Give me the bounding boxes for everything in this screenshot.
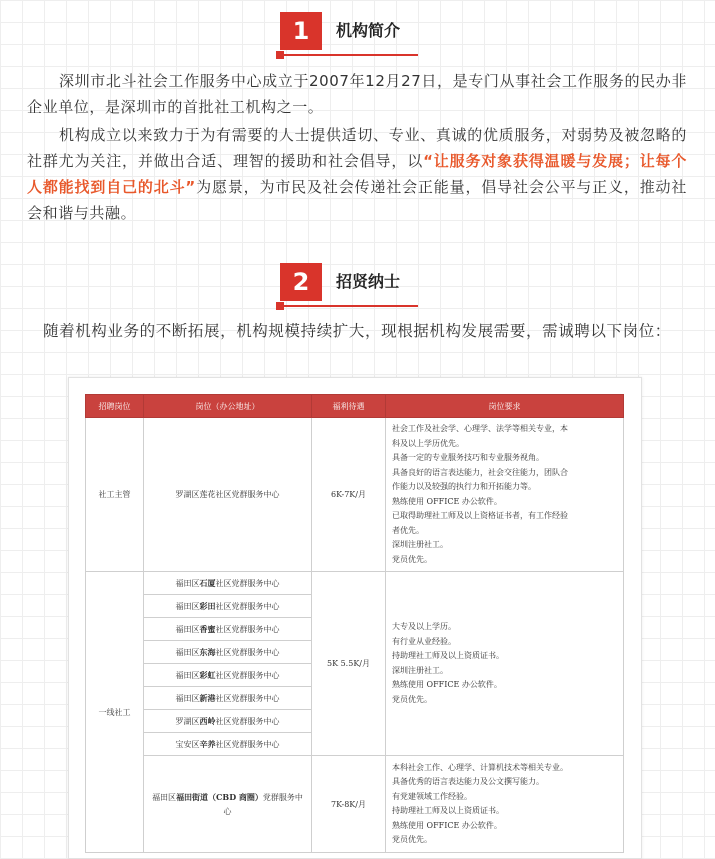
address-center: 社区党群服务中心 [215, 693, 280, 703]
section-underline-dot [276, 51, 284, 59]
address-community: 东海 [199, 646, 216, 657]
address-cell [144, 664, 312, 687]
address-district: 宝安区 [175, 739, 200, 749]
address-center: 社区党群服务中心 [215, 490, 280, 499]
address-community: 莲花 [199, 490, 216, 499]
requirements-cell [386, 418, 624, 572]
table-row [86, 756, 624, 853]
address-community: 西岭 [199, 715, 216, 726]
position-cell: 一线社工 [86, 572, 144, 853]
address-center: 社区党群服务中心 [215, 624, 280, 634]
requirements-cell [386, 756, 624, 853]
address-community: 辛养 [199, 738, 216, 749]
address-cell [144, 710, 312, 733]
requirement-line: 具备优秀的语言表达能力及公文撰写能力。 [392, 777, 544, 786]
requirement-line: 持助理社工师及以上资质证书。 [392, 806, 504, 815]
address-cell [144, 595, 312, 618]
address-district: 福田区 [175, 647, 200, 657]
requirement-line: 党员优先。 [392, 554, 432, 564]
address-district: 福田区 [175, 624, 200, 634]
section-underline [280, 54, 418, 56]
address-district: 福田区 [175, 578, 200, 588]
requirement-line: 熟练使用 OFFICE 办公软件。 [392, 820, 502, 830]
recruit-intro: 随着机构业务的不断拓展，机构规模持续扩大，现根据机构发展需要，需诚聘以下岗位： [43, 322, 671, 340]
address-district: 罗湖区 [175, 490, 200, 499]
requirement-line: 熟练使用 OFFICE 办公软件。 [392, 496, 502, 506]
address-community: 石厦 [199, 577, 216, 588]
address-district: 福田区 [175, 670, 200, 680]
position-cell: 社工主管 [86, 418, 144, 572]
requirement-line: 深圳注册社工。 [392, 540, 448, 549]
job-table-image [68, 377, 642, 859]
requirement-line: 本科社会工作、心理学、计算机技术等相关专业。 [392, 762, 568, 772]
requirement-line: 党员优先。 [392, 835, 432, 844]
address-cell [144, 756, 312, 853]
job-table [85, 394, 624, 853]
table-row [86, 572, 624, 595]
requirement-line: 已取得助理社工师及以上资格证书者，有工作经验 [392, 511, 568, 520]
address-center: 社区党群服务中心 [215, 578, 280, 588]
address-community: 香蜜 [199, 623, 216, 634]
intro-paragraph-2-text: 机构成立以来致力于为有需要的人士提供适切、专业、真诚的优质服务，对弱势及被忽略的社群尤为关注，并做出合适、理智的援助和社会倡导，以 [27, 126, 687, 170]
address-center: 社区党群服务中心 [215, 716, 280, 726]
address-center: 社区党群服务中心 [215, 601, 280, 611]
address-center: 社区党群服务中心 [215, 647, 280, 657]
address-district: 福田区 [152, 792, 177, 802]
requirement-line: 熟练使用 OFFICE 办公软件。 [392, 680, 502, 689]
address-center: 党群服务中心 [223, 792, 303, 816]
section-title: 招贤纳士 [336, 272, 401, 291]
requirement-line: 者优先。 [392, 525, 424, 535]
address-district: 罗湖区 [175, 716, 200, 726]
requirement-line: 持助理社工师及以上资质证书。 [392, 651, 504, 660]
address-district: 福田区 [175, 693, 200, 703]
section-title: 机构简介 [336, 21, 401, 40]
address-center: 社区党群服务中心 [215, 670, 280, 680]
requirement-line: 作能力以及较强的执行力和开拓能力等。 [392, 482, 536, 491]
header-address: 岗位（办公地址） [144, 395, 312, 418]
requirement-line: 科及以上学历优先。 [392, 438, 464, 448]
requirements-cell [386, 572, 624, 756]
section-number-badge: 1 [280, 12, 322, 50]
header-position: 招聘岗位 [86, 395, 144, 418]
address-community: 彩虹 [199, 669, 216, 680]
salary-cell: 6K-7K/月 [312, 418, 386, 572]
address-center: 社区党群服务中心 [215, 739, 280, 749]
requirement-line: 大专及以上学历。 [392, 622, 456, 631]
address-cell [144, 733, 312, 756]
address-cell [144, 687, 312, 710]
table-header-row [86, 395, 624, 418]
requirement-line: 社会工作及社会学、心理学、法学等相关专业，本 [392, 424, 568, 433]
intro-paragraph-2 [27, 122, 687, 226]
intro-paragraph-1: 深圳市北斗社会工作服务中心成立于2007年12月27日，是专门从事社会工作服务的民办非企业单位，是深圳市的首批社工机构之一。 [27, 72, 687, 116]
requirement-line: 有党建领域工作经验。 [392, 791, 472, 801]
address-cell [144, 618, 312, 641]
address-cell [144, 418, 312, 572]
section-number-badge: 2 [280, 263, 322, 301]
salary-cell: 7K-8K/月 [312, 756, 386, 853]
intro-paragraph-2-end: 为愿景，为市民及社会传递社会正能量，倡导社会公平与正义，推动社会和谐与共融。 [27, 178, 687, 222]
address-community: 福田街道（CBD 商圈） [176, 791, 263, 802]
requirement-line: 有行业从业经验。 [392, 636, 456, 646]
section-underline [280, 305, 418, 307]
section-underline-dot [276, 302, 284, 310]
address-district: 福田区 [175, 601, 200, 611]
address-community: 彩田 [199, 600, 216, 611]
table-row [86, 418, 624, 572]
address-community: 新港 [199, 692, 216, 703]
requirement-line: 具备一定的专业服务技巧和专业服务视角。 [392, 453, 544, 462]
header-requirements: 岗位要求 [386, 395, 624, 418]
requirement-line: 党员优先。 [392, 694, 432, 704]
vision-highlight: “让服务对象获得温暖与发展；让每个人都能找到自己的北斗” [27, 152, 687, 196]
requirement-line: 具备良好的语言表达能力，社会交往能力，团队合 [392, 467, 568, 477]
requirement-line: 深圳注册社工。 [392, 665, 448, 675]
header-salary: 福利待遇 [312, 395, 386, 418]
address-cell [144, 641, 312, 664]
salary-cell: 5K 5.5K/月 [312, 572, 386, 756]
address-cell [144, 572, 312, 595]
